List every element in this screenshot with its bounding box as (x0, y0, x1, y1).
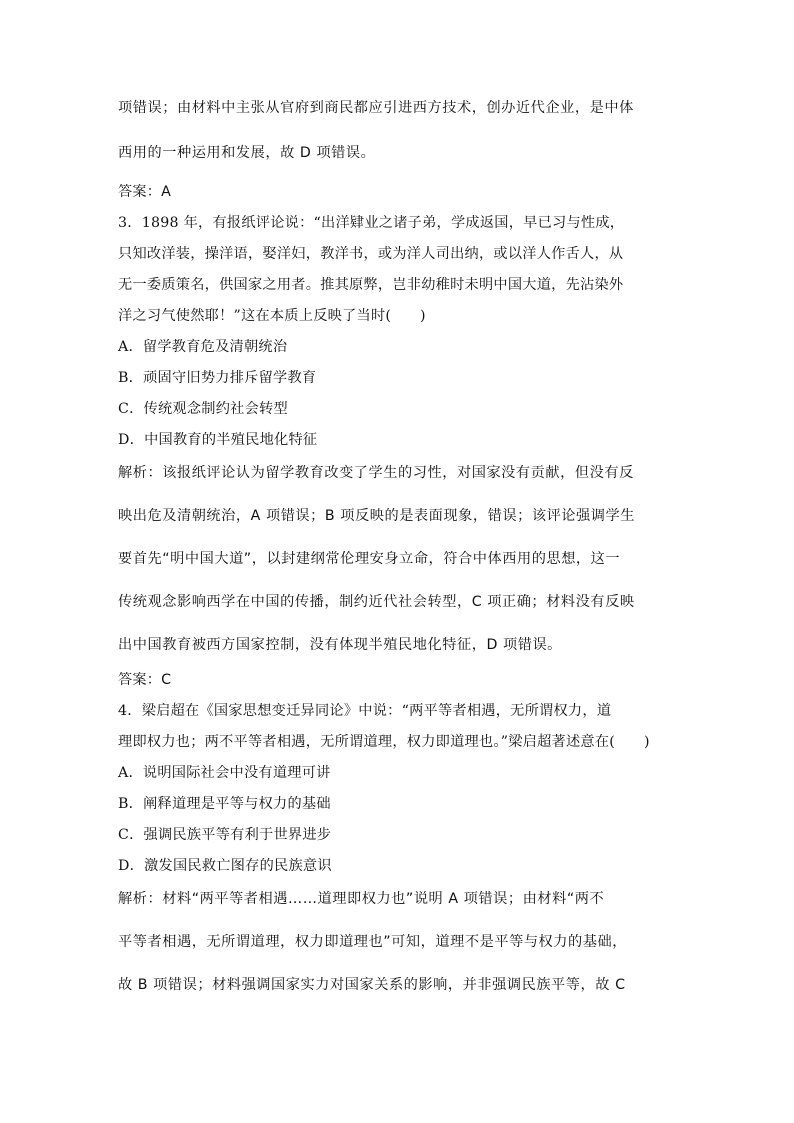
q3-analysis-line-2: 映出危及清朝统治，A 项错误；B 项反映的是表面现象，错误；该评论强调学生 (118, 508, 635, 524)
q3-stem-line-4: 洋之习气使然耶！”这在本质上反映了当时( ) (118, 308, 426, 324)
q4-analysis-line-1: 解析：材料“两平等者相遇……道理即权力也”说明 A 项错误；由材料“两不 (118, 891, 605, 907)
q3-option-b: B．顽固守旧势力排斥留学教育 (118, 370, 317, 386)
q2-answer: 答案：A (118, 184, 172, 200)
q4-option-d: D．激发国民救亡图存的民族意识 (118, 858, 332, 874)
q4-option-a: A．说明国际社会中没有道理可讲 (118, 765, 331, 781)
q3-answer: 答案：C (118, 672, 172, 688)
q3-stem-line-2: 只知改洋装，操洋语，娶洋妇，教洋书，或为洋人司出纳，或以洋人作舌人，从 (118, 246, 624, 262)
q3-analysis-line-4: 传统观念影响西学在中国的传播，制约近代社会转型，C 项正确；材料没有反映 (118, 594, 635, 610)
q4-stem-line-1: 4．梁启超在《国家思想变迁异同论》中说：“两平等者相遇，无所谓权力，道 (118, 703, 612, 719)
q3-stem-line-1: 3．1898 年，有报纸评论说：“出洋肄业之诸子弟，学成返国，早已习与性成， (118, 215, 625, 231)
q3-analysis-line-3: 要首先“明中国大道”，以封建纲常伦理安身立命，符合中体西用的思想，这一 (118, 551, 621, 567)
q3-analysis-line-1: 解析：该报纸评论认为留学教育改变了学生的习性，对国家没有贡献，但没有反 (118, 465, 634, 481)
q4-stem-line-2: 理即权力也；两不平等者相遇，无所谓道理，权力即道理也。”梁启超著述意在( ) (118, 734, 650, 750)
q3-stem-line-3: 无一委质策名，供国家之用者。推其原弊，岂非幼稚时未明中国大道，先沾染外 (118, 277, 624, 293)
q4-option-b: B．阐释道理是平等与权力的基础 (118, 796, 331, 812)
q4-analysis-line-3: 故 B 项错误；材料强调国家实力对国家关系的影响，并非强调民族平等，故 C (118, 977, 626, 993)
prev-explanation-line-2: 西用的一种运用和发展，故 D 项错误。 (118, 145, 376, 161)
q3-option-c: C．传统观念制约社会转型 (118, 401, 288, 417)
q3-option-d: D．中国教育的半殖民地化特征 (118, 432, 318, 448)
q4-analysis-line-2: 平等者相遇，无所谓道理，权力即道理也”可知，道理不是平等与权力的基础， (118, 934, 627, 950)
q3-analysis-line-5: 出中国教育被西方国家控制，没有体现半殖民地化特征，D 项错误。 (118, 637, 562, 653)
prev-explanation-line-1: 项错误；由材料中主张从官府到商民都应引进西方技术，创办近代企业，是中体 (118, 100, 634, 116)
q4-option-c: C．强调民族平等有利于世界进步 (118, 827, 332, 843)
q3-option-a: A．留学教育危及清朝统治 (118, 339, 288, 355)
